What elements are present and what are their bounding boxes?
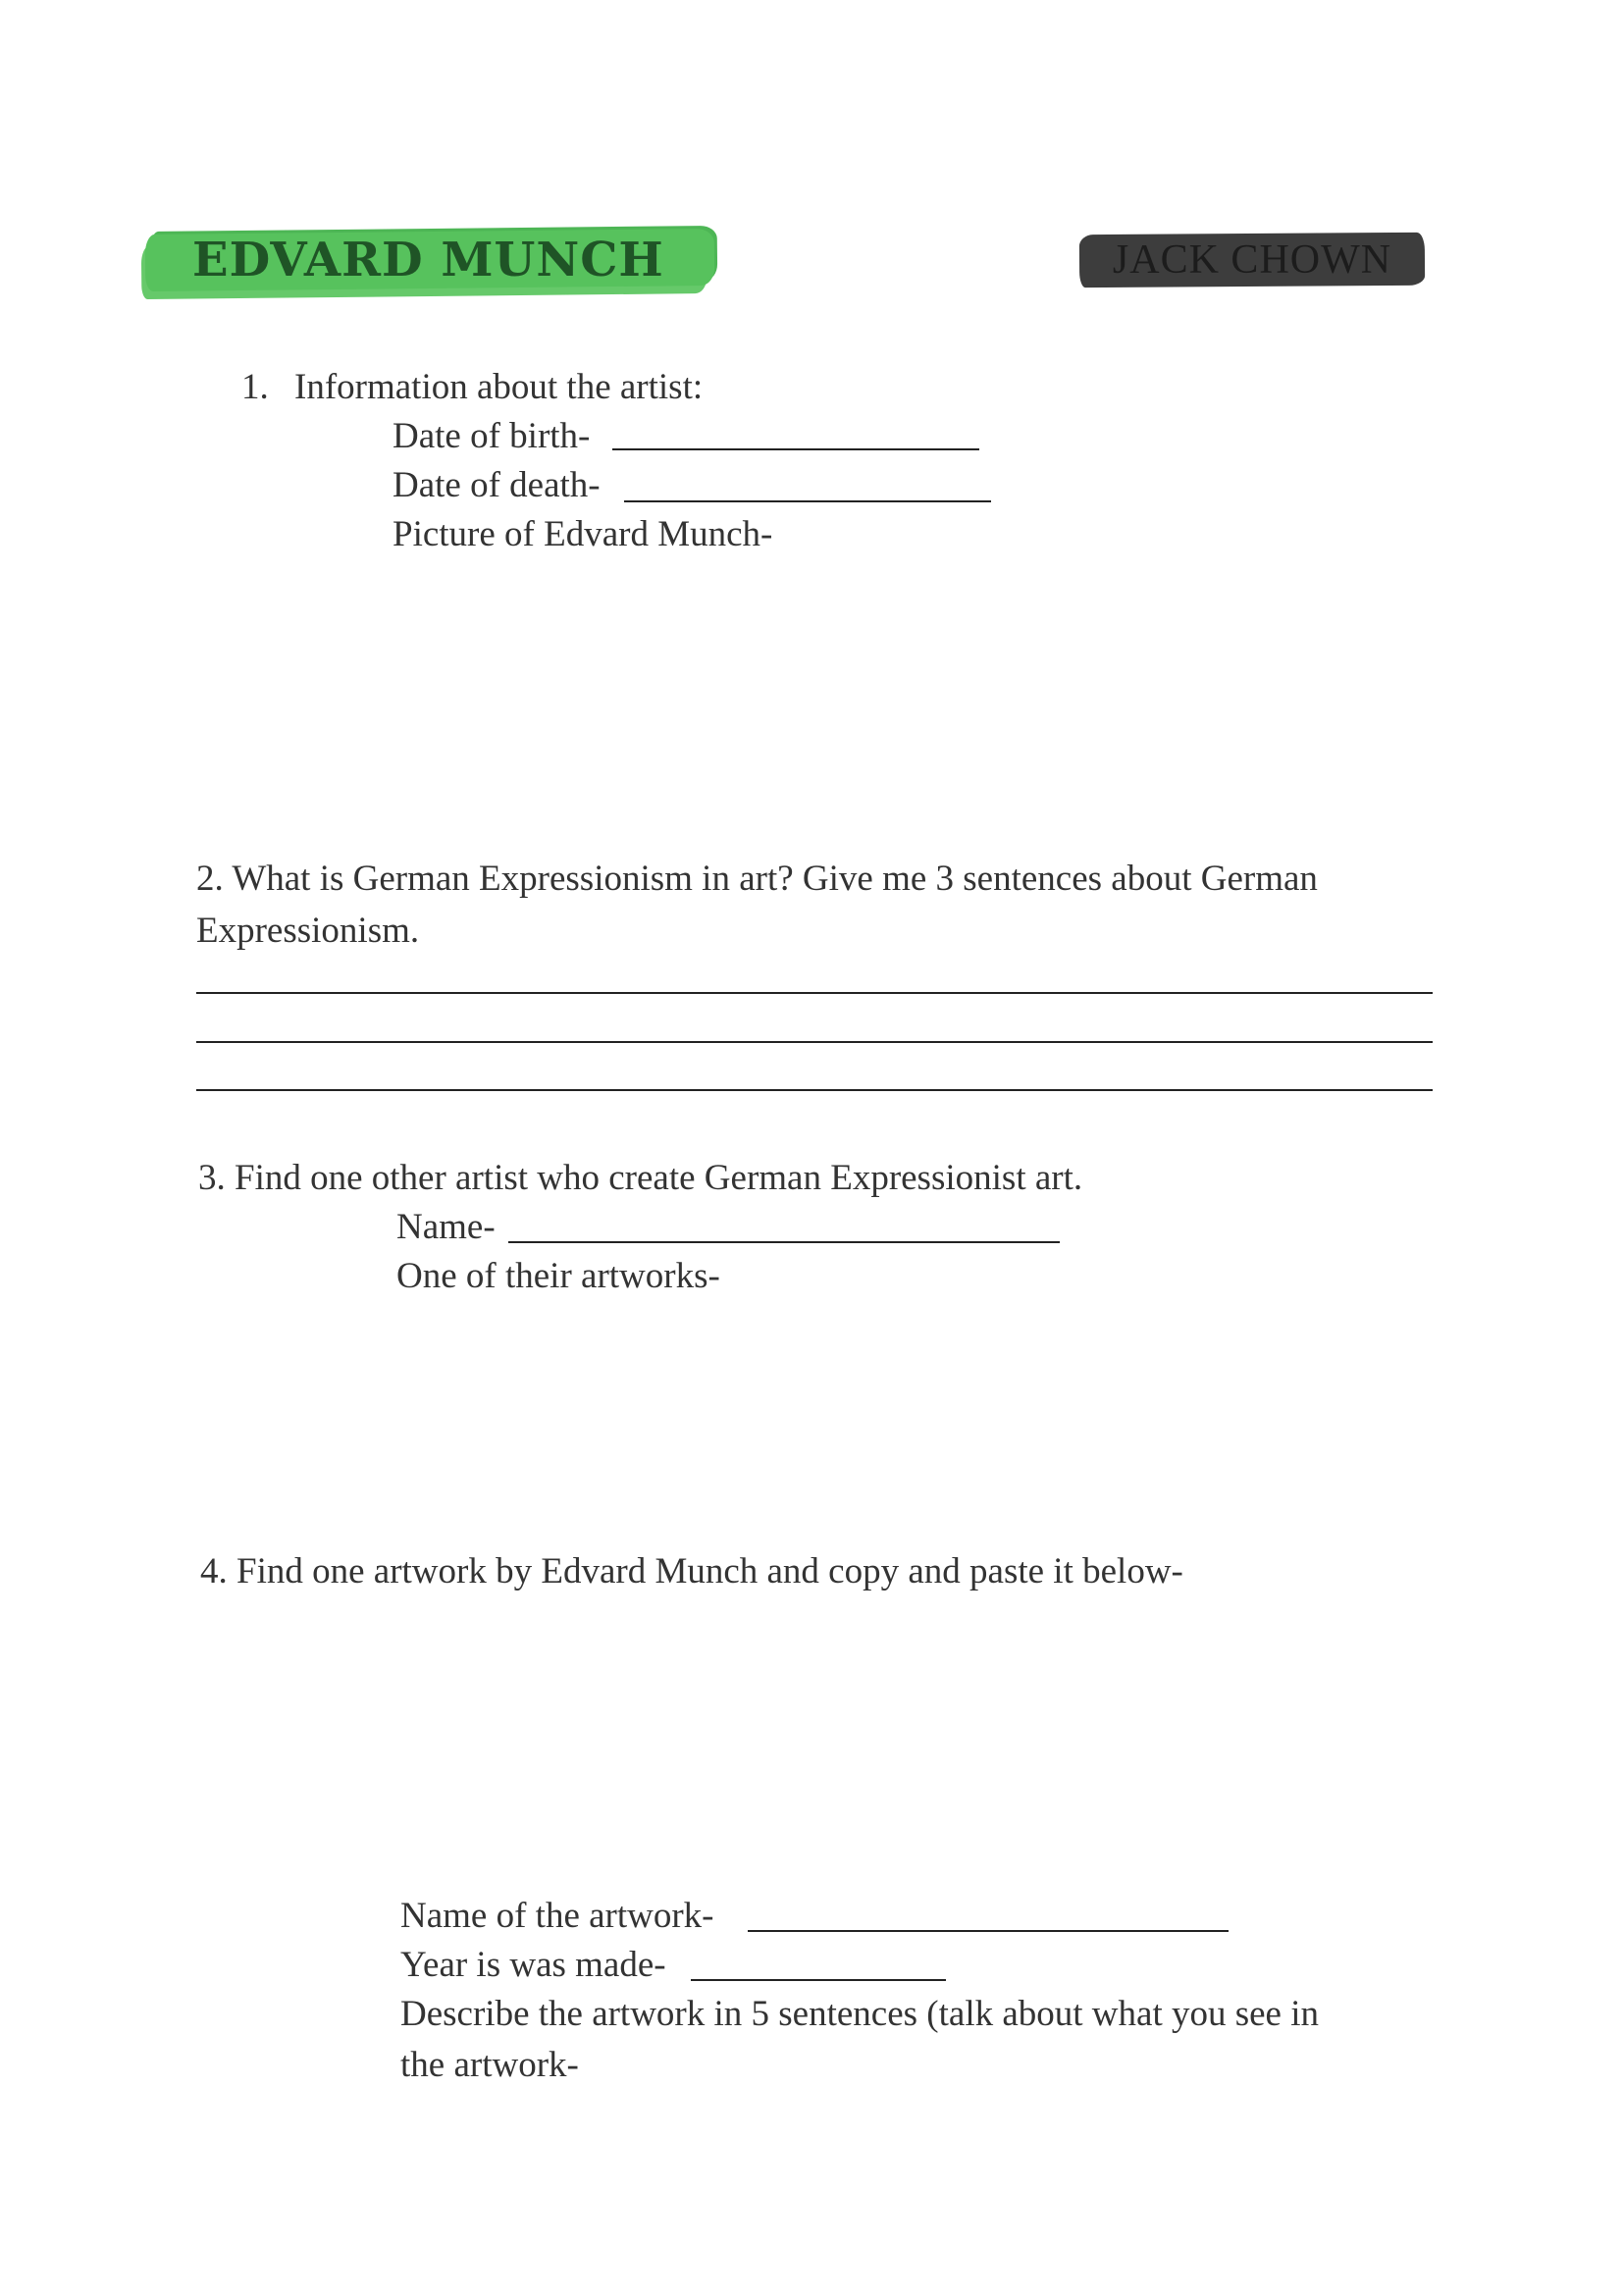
- artist-name-line[interactable]: [508, 1241, 1060, 1243]
- date-of-death-label: Date of death-: [393, 465, 601, 505]
- section2-question-line1: 2. What is German Expressionism in art? Give me 3 sentences about German: [196, 859, 1318, 899]
- year-made-line[interactable]: [691, 1979, 946, 1981]
- section1-heading: Information about the artist:: [294, 367, 704, 407]
- describe-instruction-line1: Describe the artwork in 5 sentences (talk about what you see in: [400, 1994, 1320, 2034]
- artwork-name-label: Name of the artwork-: [400, 1896, 714, 1936]
- year-made-label: Year is was made-: [400, 1945, 666, 1985]
- artist-name-label: Name-: [396, 1207, 496, 1247]
- date-of-birth-label: Date of birth-: [393, 416, 591, 456]
- describe-instruction-line2: the artwork-: [400, 2045, 579, 2085]
- section2-question-line2: Expressionism.: [196, 911, 420, 951]
- section1-number: 1.: [241, 367, 269, 407]
- date-of-death-line[interactable]: [624, 500, 991, 502]
- picture-label: Picture of Edvard Munch-: [393, 514, 773, 554]
- answer-line-1[interactable]: [196, 992, 1433, 994]
- answer-line-3[interactable]: [196, 1089, 1433, 1091]
- answer-line-2[interactable]: [196, 1041, 1433, 1043]
- their-artworks-label: One of their artworks-: [396, 1256, 720, 1296]
- section3-heading: 3. Find one other artist who create German Expressionist art.: [198, 1158, 1083, 1198]
- section4-heading: 4. Find one artwork by Edvard Munch and copy and paste it below-: [200, 1551, 1183, 1592]
- worksheet-title: EDVARD MUNCH: [192, 233, 664, 287]
- artwork-name-line[interactable]: [748, 1930, 1229, 1932]
- date-of-birth-line[interactable]: [612, 448, 979, 450]
- student-name: JACK CHOWN: [1112, 237, 1392, 283]
